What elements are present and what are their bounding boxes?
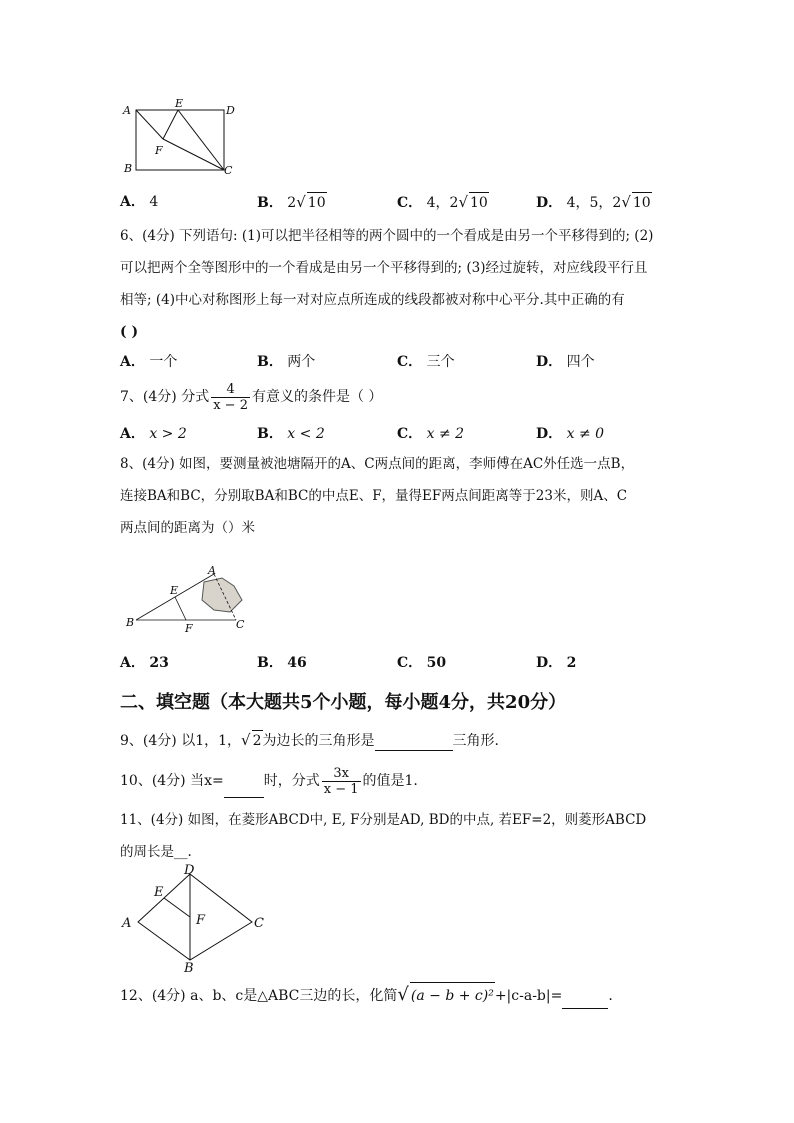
q11-label-e: E: [154, 885, 164, 900]
q6-line-2: 可以把两个全等图形中的一个看成是由另一个平移得到的; (3)经过旋转，对应线段平行且: [120, 260, 648, 276]
q11-label-d: D: [184, 864, 195, 878]
q7-fraction: $\frac{4}{x - 2}$: [213, 381, 248, 413]
q8-label-b: B: [126, 616, 135, 629]
q11-rhombus-figure: [116, 864, 268, 974]
q8-line-1: 8、(4分) 如图，要测量被池塘隔开的A、C两点间的距离，李师傅在AC外任选一点B，: [120, 456, 635, 472]
q5-rectangle-figure: [118, 96, 248, 178]
q8-option-d[interactable]: D． 2: [536, 655, 577, 671]
q7-stem: 7、(4分) 分式 $\frac{4}{x - 2}$ 有意义的条件是（ ）: [120, 381, 383, 413]
q8-option-c[interactable]: C． 50: [397, 655, 447, 671]
q5-label-e: E: [175, 97, 184, 110]
q5-label-d: D: [226, 104, 235, 117]
q8-line-2: 连接BA和BC，分别取BA和BC的中点E、F，量得EF两点间距离等于23米，则A、C: [120, 488, 628, 504]
q5-label-f: F: [155, 144, 163, 157]
q9-answer-blank[interactable]: [375, 734, 453, 751]
q11-line-1: 11、(4分) 如图，在菱形ABCD中, E, F分别是AD, BD的中点, 若EF=2，则菱形ABCD: [120, 812, 647, 828]
q12-stem: 12、(4分) a、b、c是△ABC三边的长，化简√ (a − b + c)²+|c-a-b|= .: [120, 982, 613, 1009]
q8-label-c: C: [236, 618, 245, 631]
q8-line-3: 两点间的距离为（）米: [120, 520, 255, 536]
q11-label-a: A: [122, 916, 132, 931]
section-2-title: 二、填空题（本大题共5个小题，每小题4分，共20分）: [120, 692, 567, 713]
q5-label-c: C: [224, 164, 233, 177]
q6-option-d[interactable]: D． 四个: [536, 354, 595, 370]
q8-label-e: E: [170, 584, 179, 597]
q7-option-a[interactable]: A． x > 2: [120, 426, 187, 442]
q5-option-b[interactable]: B． 2√ 10: [257, 193, 326, 211]
q8-option-b[interactable]: B． 46: [257, 655, 307, 671]
q6-option-b[interactable]: B． 两个: [257, 354, 316, 370]
q6-option-c[interactable]: C． 三个: [397, 354, 455, 370]
q11-label-f: F: [196, 913, 206, 928]
q6-option-a[interactable]: A． 一个: [120, 354, 178, 370]
q8-label-f: F: [185, 622, 193, 634]
q11-label-b: B: [184, 961, 194, 974]
q12-answer-blank[interactable]: [562, 992, 608, 1009]
q8-option-a[interactable]: A． 23: [120, 655, 169, 671]
q6-line-4: ( ): [120, 324, 139, 340]
q10-stem: 10、(4分) 当x= 时，分式 $\frac{3x}{x - 1}$ 的值是1.: [120, 765, 418, 797]
q7-option-d[interactable]: D． x ≠ 0: [536, 426, 605, 442]
q10-answer-blank[interactable]: [224, 781, 264, 798]
q5-label-b: B: [124, 162, 133, 175]
q8-label-a: A: [208, 564, 216, 577]
q5-option-d[interactable]: D． 4，5，2√ 10: [536, 193, 651, 211]
q5-option-a[interactable]: A． 4: [120, 194, 159, 210]
q8-pond-figure: [122, 564, 254, 634]
q11-line-2: 的周长是__.: [120, 844, 192, 860]
q11-label-c: C: [254, 916, 264, 931]
q7-option-b[interactable]: B． x < 2: [257, 426, 325, 442]
q6-line-1: 6、(4分) 下列语句: (1)可以把半径相等的两个圆中的一个看成是由另一个平移得到的; (2): [120, 228, 654, 244]
q6-line-3: 相等; (4)中心对称图形上每一对对应点所连成的线段都被对称中心平分.其中正确的有: [120, 292, 625, 308]
q5-option-c[interactable]: C． 4，2√ 10: [397, 193, 488, 211]
q10-fraction: $\frac{3x}{x - 1}$: [323, 765, 359, 797]
q9-stem: 9、(4分) 以1，1，√ 2为边长的三角形是 三角形.: [120, 731, 499, 749]
q5-label-a: A: [123, 104, 131, 117]
q7-option-c[interactable]: C． x ≠ 2: [397, 426, 465, 442]
